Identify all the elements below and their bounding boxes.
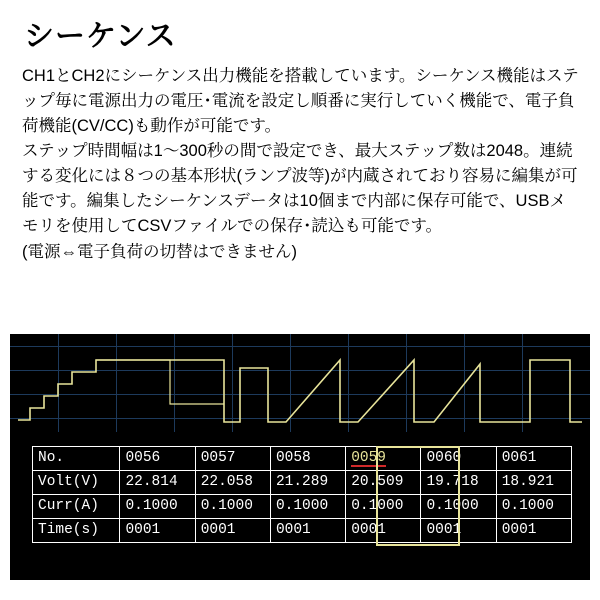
cell-no-3-selected[interactable] [346, 447, 421, 471]
row-label-volt: Volt(V) [33, 471, 120, 495]
device-screen-image [10, 334, 590, 580]
waveform-display [10, 334, 590, 432]
cell-volt-3-selected[interactable]: 20.509 [346, 471, 421, 495]
row-label-no: No. [33, 447, 120, 471]
waveform-trace [10, 334, 590, 432]
cell-no-2[interactable]: 0058 [270, 447, 345, 471]
cell-no-5[interactable]: 0061 [496, 447, 571, 471]
cell-time-2[interactable]: 0001 [270, 519, 345, 543]
paragraph-3: (電源⇔電子負荷の切替はできません) [22, 242, 297, 261]
cell-volt-5[interactable]: 18.921 [496, 471, 571, 495]
cell-volt-1[interactable]: 22.058 [195, 471, 270, 495]
cell-no-0[interactable]: 0056 [120, 447, 195, 471]
cell-curr-1[interactable]: 0.1000 [195, 495, 270, 519]
cell-no-3-text: 0059 [351, 450, 386, 466]
cell-time-4[interactable]: 0001 [421, 519, 496, 543]
cell-volt-2[interactable]: 21.289 [270, 471, 345, 495]
row-label-time: Time(s) [33, 519, 120, 543]
page-title: シーケンス [24, 20, 177, 53]
cell-no-4[interactable]: 0060 [421, 447, 496, 471]
cell-time-3-selected[interactable]: 0001 [346, 519, 421, 543]
sequence-table [32, 446, 572, 543]
paragraph-2: ステップ時間幅は1～300秒の間で設定でき、最大ステップ数は2048。連続する変化には８つの基本形状(ランプ波等)が内蔵されており容易に編集が可能です。編集したシーケンスデータは10個まで内部に保存可能で、USBメモリを使用してCSVファイルでの保存･読込も可能です。 [22, 142, 578, 236]
table-row [33, 471, 572, 495]
cell-time-1[interactable]: 0001 [195, 519, 270, 543]
table-row [33, 495, 572, 519]
row-label-curr: Curr(A) [33, 495, 120, 519]
cell-curr-3-selected[interactable]: 0.1000 [346, 495, 421, 519]
paragraph-1: CH1とCH2にシーケンス出力機能を搭載しています。シーケンス機能はステップ毎に電源出力の電圧･電流を設定し順番に実行していく機能で、電子負荷機能(CV/CC)も動作が可能です。 [22, 67, 579, 136]
cell-curr-0[interactable]: 0.1000 [120, 495, 195, 519]
cell-curr-5[interactable]: 0.1000 [496, 495, 571, 519]
cell-no-1[interactable]: 0057 [195, 447, 270, 471]
cell-volt-0[interactable]: 22.814 [120, 471, 195, 495]
sequence-table-wrap [32, 446, 572, 543]
table-row [33, 447, 572, 471]
cell-volt-4[interactable]: 19.718 [421, 471, 496, 495]
body-text [22, 64, 582, 265]
table-row [33, 519, 572, 543]
cell-time-5[interactable]: 0001 [496, 519, 571, 543]
cell-time-0[interactable]: 0001 [120, 519, 195, 543]
cell-curr-2[interactable]: 0.1000 [270, 495, 345, 519]
cell-curr-4[interactable]: 0.1000 [421, 495, 496, 519]
